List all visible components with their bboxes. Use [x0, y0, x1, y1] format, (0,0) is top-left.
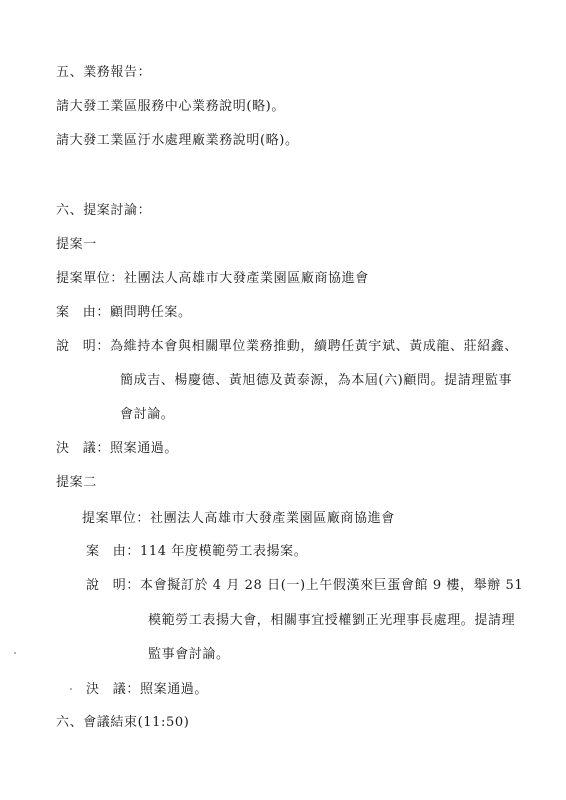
proposal-2-desc-label-b: 明：	[112, 578, 140, 593]
proposal-2-case-label-a: 案	[86, 544, 100, 559]
proposal-1-resolution-label-b: 議：	[82, 441, 110, 456]
proposal-2-case-row	[86, 543, 307, 561]
closing-heading: 六、會議結束(11:50)	[56, 715, 190, 730]
scan-speck	[14, 652, 16, 654]
proposals-heading: 六、提案討論：	[56, 203, 152, 218]
proposal-1-unit-label: 提案單位：	[56, 271, 125, 286]
proposal-1-desc-line-1: 為維持本會與相關單位業務推動，續聘任黃宇斌、黃成龍、莊紹鑫、	[110, 339, 519, 354]
business-report-item-2: 請大發工業區汙水處理廠業務說明(略)。	[56, 133, 299, 148]
proposal-2-case-value: 114 年度模範勞工表揚案。	[140, 544, 308, 559]
scan-speck	[70, 688, 72, 690]
proposal-2-desc-row	[86, 577, 523, 595]
proposal-2-unit-row	[82, 510, 395, 528]
proposal-1-title: 提案一	[56, 237, 97, 252]
proposal-2-desc-label-a: 說	[86, 578, 100, 593]
proposal-2-title: 提案二	[56, 475, 97, 490]
proposal-2-unit-label: 提案單位：	[82, 511, 151, 526]
proposal-2-resolution-label-a: 決	[86, 682, 100, 697]
business-report-item-1: 請大發工業區服務中心業務說明(略)。	[56, 99, 285, 114]
proposal-1-case-row	[56, 304, 192, 322]
business-report-heading: 五、業務報告：	[56, 65, 152, 80]
proposal-1-desc-line-2: 簡成吉、楊慶德、黃旭德及黃泰源，為本屆(六)顧問。提請理監事	[120, 373, 513, 388]
proposal-1-unit-value: 社團法人高雄市大發產業園區廠商協進會	[124, 271, 369, 286]
proposal-1-case-label-a: 案	[56, 305, 70, 320]
proposal-2-desc-line-1: 本會擬訂於 4 月 28 日(一)上午假漢來巨蛋會館 9 樓，舉辦 51	[140, 578, 524, 593]
proposal-1-resolution-label-a: 決	[56, 441, 70, 456]
proposal-1-desc-line-3: 會討論。	[120, 407, 175, 422]
proposal-2-resolution-label-b: 議：	[112, 682, 140, 697]
proposal-2-desc-line-3: 監事會討論。	[148, 647, 230, 662]
proposal-2-case-label-b: 由：	[112, 544, 140, 559]
proposal-2-resolution-value: 照案通過。	[140, 682, 209, 697]
proposal-1-desc-label-b: 明：	[82, 339, 110, 354]
proposal-1-case-value: 顧問聘任案。	[110, 305, 192, 320]
proposal-1-desc-label-a: 說	[56, 339, 70, 354]
proposal-1-resolution-row	[56, 440, 178, 458]
proposal-1-case-label-b: 由：	[82, 305, 110, 320]
proposal-2-resolution-row	[86, 681, 208, 699]
proposal-2-desc-line-2: 模範勞工表揚大會，相關事宜授權劉正光理事長處理。提請理	[148, 613, 516, 628]
proposal-2-unit-value: 社團法人高雄市大發產業園區廠商協進會	[150, 511, 395, 526]
proposal-1-unit-row	[56, 270, 369, 288]
proposal-1-desc-row	[56, 338, 518, 356]
proposal-1-resolution-value: 照案通過。	[110, 441, 179, 456]
